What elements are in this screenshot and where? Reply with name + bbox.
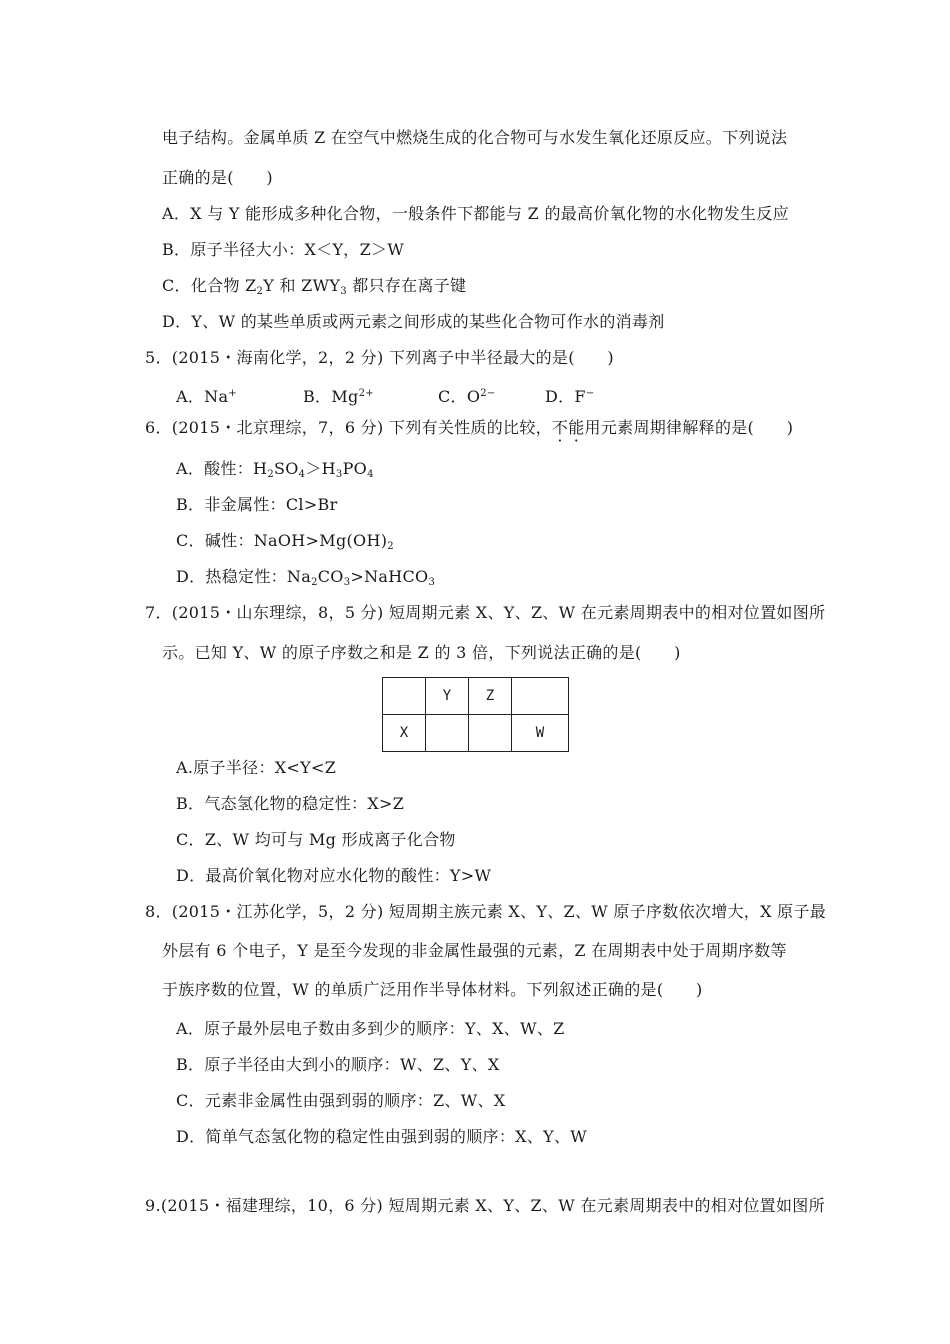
table-cell [426,715,469,752]
table-row [383,715,569,752]
q5-option-d: D．F− [545,387,595,406]
emphasis-dot: 不 [551,418,569,437]
q5-option-a: A．Na+ [176,387,237,406]
q8-option-b: B．原子半径由大到小的顺序：W、Z、Y、X [176,1055,500,1074]
table-cell: W [512,715,569,752]
q7-option-c: C．Z、W 均可与 Mg 形成离子化合物 [176,830,456,849]
q7-option-d: D．最高价氧化物对应水化物的酸性：Y>W [176,866,492,885]
q4-option-b: B．原子半径大小：X＜Y，Z＞W [162,240,405,259]
q6-option-a: A．酸性：$H_2SO_4>H_3PO_4$ [176,459,374,480]
q9-stem-line1: 9.(2015・福建理综，10，6 分) 短周期元素 X、Y、Z、W 在元素周期表中的相对位置如图所 [145,1196,825,1215]
q4-stem-line1: 电子结构。金属单质 Z 在空气中燃烧生成的化合物可与水发生氧化还原反应。下列说法 [162,128,788,147]
q6-option-b: B．非金属性：Cl>Br [176,495,338,514]
q5-option-b: B．$Mg^{2+}$ [303,387,374,406]
q4-option-d: D．Y、W 的某些单质或两元素之间形成的某些化合物可作水的消毒剂 [162,312,665,331]
q7-option-b: B．气态氢化物的稳定性：X>Z [176,794,405,813]
table-cell [469,715,512,752]
periodic-table-fragment [382,677,569,752]
table-cell [512,678,569,715]
q8-option-a: A．原子最外层电子数由多到少的顺序：Y、X、W、Z [176,1019,565,1038]
q6-stem: 6．(2015・北京理综，7，6 分) 下列有关性质的比较，不能用元素周期律解释的是( ) [145,418,794,437]
q8-option-d: D．简单气态氢化物的稳定性由强到弱的顺序：X、Y、W [176,1127,588,1146]
table-cell: Y [426,678,469,715]
q4-option-a: A．X 与 Y 能形成多种化合物，一般条件下都能与 Z 的最高价氧化物的水化物发生反应 [162,204,789,223]
q8-stem-line2: 外层有 6 个电子，Y 是至今发现的非金属性最强的元素，Z 在周期表中处于周期序数等 [162,941,787,960]
q8-stem-line1: 8．(2015・江苏化学，5，2 分) 短周期主族元素 X、Y、Z、W 原子序数依次增大，X 原子最 [145,902,827,921]
table-cell: X [383,715,426,752]
q6-option-d: D．热稳定性：$Na_2CO_3>NaHCO_3$ [176,567,436,588]
q6-option-c: C．碱性：$NaOH>Mg(OH)_2$ [176,531,394,552]
q8-stem-line3: 于族序数的位置，W 的单质广泛用作半导体材料。下列叙述正确的是( ) [162,980,703,999]
table-cell: Z [469,678,512,715]
q4-stem-line2: 正确的是( ) [162,168,273,187]
q8-option-c: C．元素非金属性由强到弱的顺序：Z、W、X [176,1091,506,1110]
q4-option-c: C．化合物 $Z_2Y$ 和 $ZWY_3$ 都只存在离子键 [162,276,467,297]
q5-stem: 5．(2015・海南化学，2，2 分) 下列离子中半径最大的是( ) [145,348,614,367]
q7-stem-line2: 示。已知 Y、W 的原子序数之和是 Z 的 3 倍，下列说法正确的是( ) [162,643,681,662]
table-row [383,678,569,715]
q7-option-a: A.原子半径：X<Y<Z [176,758,337,777]
q5-option-c: C．$O^{2-}$ [438,387,496,406]
q7-stem-line1: 7．(2015・山东理综，8，5 分) 短周期元素 X、Y、Z、W 在元素周期表中的相对位置如图所 [145,603,826,622]
table-cell [383,678,426,715]
emphasis-dot: 能 [568,418,585,437]
